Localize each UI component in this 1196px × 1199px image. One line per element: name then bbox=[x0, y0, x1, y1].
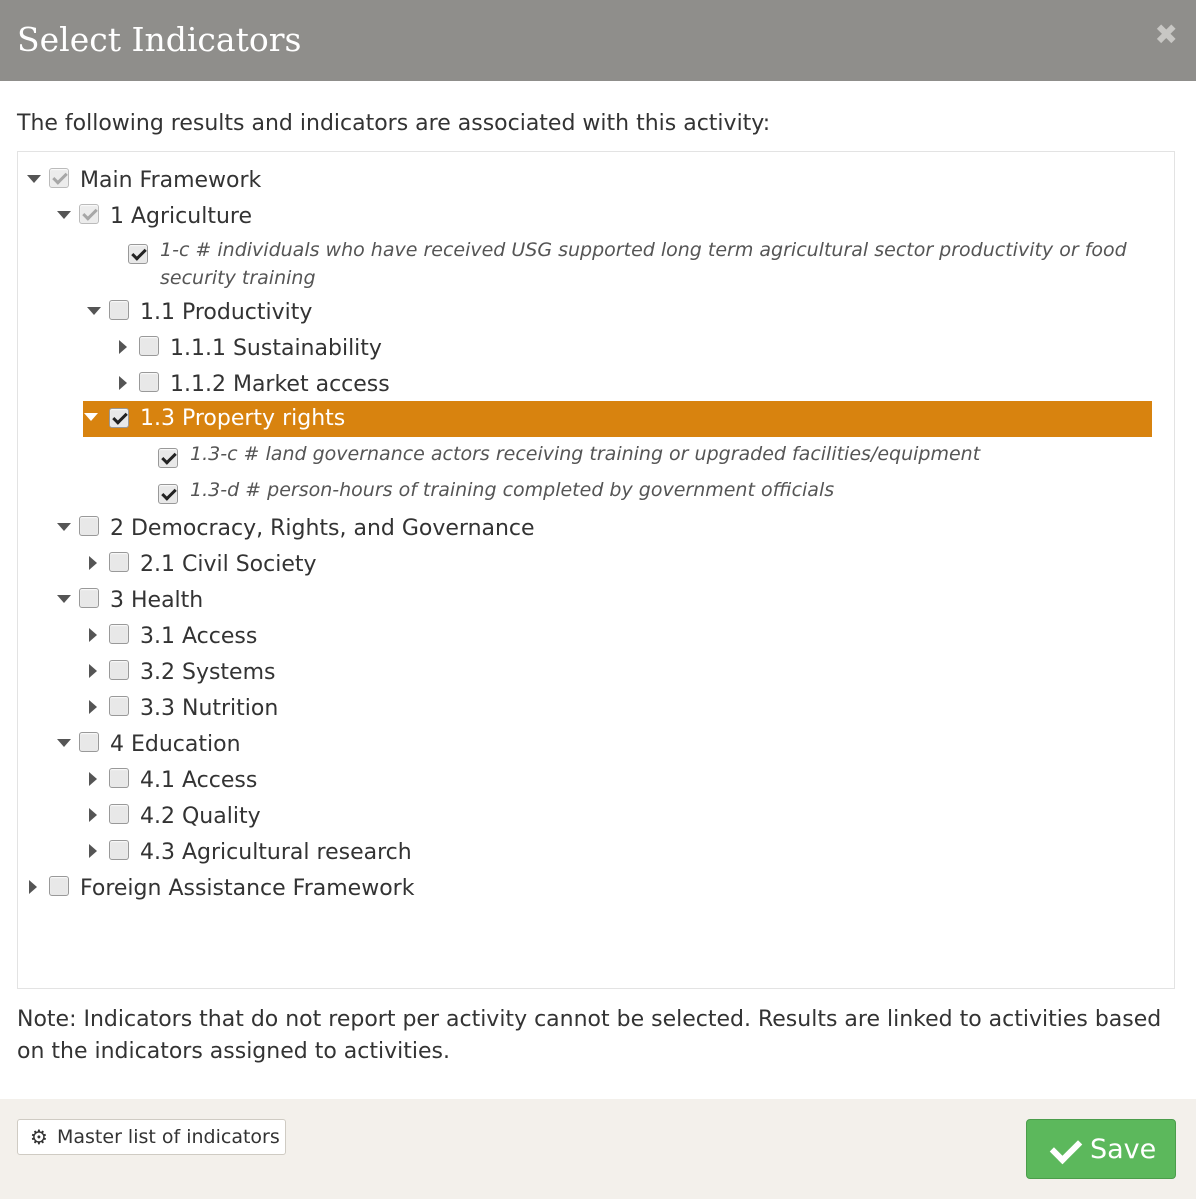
check-icon bbox=[1050, 1132, 1083, 1165]
master-list-button[interactable] bbox=[17, 1119, 286, 1155]
tree-node-label: Main Framework bbox=[80, 168, 262, 193]
tree-node-label: 4 Education bbox=[110, 732, 241, 757]
checkbox-health-systems[interactable] bbox=[109, 660, 129, 680]
expand-icon[interactable] bbox=[116, 367, 130, 403]
collapse-icon[interactable] bbox=[86, 295, 100, 331]
indicator-tree bbox=[17, 151, 1175, 989]
checkbox-indicator-13c[interactable] bbox=[158, 448, 178, 468]
close-icon[interactable]: ✖ bbox=[1154, 18, 1178, 51]
expand-icon[interactable] bbox=[86, 835, 100, 871]
checkbox-property-rights[interactable] bbox=[109, 408, 129, 428]
checkbox-civil-society[interactable] bbox=[109, 552, 129, 572]
dialog-footer bbox=[0, 1099, 1196, 1199]
tree-indicator-13d[interactable] bbox=[158, 476, 1058, 512]
intro-text: The following results and indicators are associated with this activity: bbox=[17, 111, 771, 136]
checkbox-indicator-1c[interactable] bbox=[128, 244, 148, 264]
tree-node-label: 1.1.1 Sustainability bbox=[170, 336, 382, 361]
checkbox-democracy[interactable] bbox=[79, 516, 99, 536]
tree-node-label: Foreign Assistance Framework bbox=[80, 876, 415, 901]
expand-icon[interactable] bbox=[86, 763, 100, 799]
expand-icon[interactable] bbox=[86, 655, 100, 691]
tree-node-label: 1.1.2 Market access bbox=[170, 372, 390, 397]
expand-icon[interactable] bbox=[86, 799, 100, 835]
checkbox-sustainability[interactable] bbox=[139, 336, 159, 356]
indicator-label: 1.3-c # land governance actors receiving training or upgraded facilities/equipment bbox=[190, 443, 981, 465]
expand-icon[interactable] bbox=[86, 691, 100, 727]
tree-node-label: 2.1 Civil Society bbox=[140, 552, 317, 577]
tree-node-label: 3.2 Systems bbox=[140, 660, 276, 685]
checkbox-health[interactable] bbox=[79, 588, 99, 608]
gear-icon: ⚙ bbox=[30, 1125, 48, 1149]
master-list-label: Master list of indicators bbox=[57, 1126, 280, 1148]
tree-node-label: 3.1 Access bbox=[140, 624, 258, 649]
indicator-label: 1-c # individuals who have received USG supported long term agricultural sector productivity or food bbox=[160, 239, 1127, 261]
collapse-icon[interactable] bbox=[56, 511, 70, 547]
tree-node-label: 3.3 Nutrition bbox=[140, 696, 279, 721]
tree-node-label: 2 Democracy, Rights, and Governance bbox=[110, 516, 535, 541]
tree-indicator-13c[interactable] bbox=[158, 440, 1058, 476]
expand-icon[interactable] bbox=[86, 619, 100, 655]
checkbox-edu-access[interactable] bbox=[109, 768, 129, 788]
checkbox-indicator-13d[interactable] bbox=[158, 484, 178, 504]
save-label: Save bbox=[1090, 1134, 1157, 1165]
collapse-icon[interactable] bbox=[56, 199, 70, 235]
dialog-header bbox=[0, 0, 1196, 81]
dialog-title: Select Indicators bbox=[17, 20, 302, 59]
tree-node-label: 1.3 Property rights bbox=[140, 406, 346, 431]
note-text: Note: Indicators that do not report per activity cannot be selected. Results are linked to activities based on the indicators assigned to activities. bbox=[17, 1007, 1162, 1064]
checkbox-market-access[interactable] bbox=[139, 372, 159, 392]
collapse-icon[interactable] bbox=[26, 163, 40, 199]
expand-icon[interactable] bbox=[26, 871, 40, 907]
checkbox-foreign-assistance[interactable] bbox=[49, 876, 69, 896]
checkbox-edu-quality[interactable] bbox=[109, 804, 129, 824]
checkbox-edu-agri-research[interactable] bbox=[109, 840, 129, 860]
expand-icon[interactable] bbox=[86, 547, 100, 583]
checkbox-main-framework[interactable] bbox=[49, 168, 69, 188]
tree-indicator-1c[interactable] bbox=[128, 236, 1158, 296]
collapse-icon[interactable] bbox=[56, 727, 70, 763]
indicator-label: 1.3-d # person-hours of training completed by government officials bbox=[190, 479, 835, 501]
tree-node-label: 4.2 Quality bbox=[140, 804, 261, 829]
tree-node-label: 4.3 Agricultural research bbox=[140, 840, 412, 865]
save-button[interactable] bbox=[1026, 1119, 1176, 1179]
tree-node-property-rights[interactable] bbox=[83, 401, 1152, 437]
collapse-icon[interactable] bbox=[56, 583, 70, 619]
checkbox-health-access[interactable] bbox=[109, 624, 129, 644]
tree-node-label: 1 Agriculture bbox=[110, 204, 252, 229]
checkbox-agriculture[interactable] bbox=[79, 204, 99, 224]
tree-node-label: 1.1 Productivity bbox=[140, 300, 313, 325]
checkbox-education[interactable] bbox=[79, 732, 99, 752]
checkbox-health-nutrition[interactable] bbox=[109, 696, 129, 716]
checkbox-productivity[interactable] bbox=[109, 300, 129, 320]
expand-icon[interactable] bbox=[116, 331, 130, 367]
tree-node-label: 3 Health bbox=[110, 588, 204, 613]
tree-node-label: 4.1 Access bbox=[140, 768, 258, 793]
indicator-label-cont: security training bbox=[160, 267, 316, 289]
